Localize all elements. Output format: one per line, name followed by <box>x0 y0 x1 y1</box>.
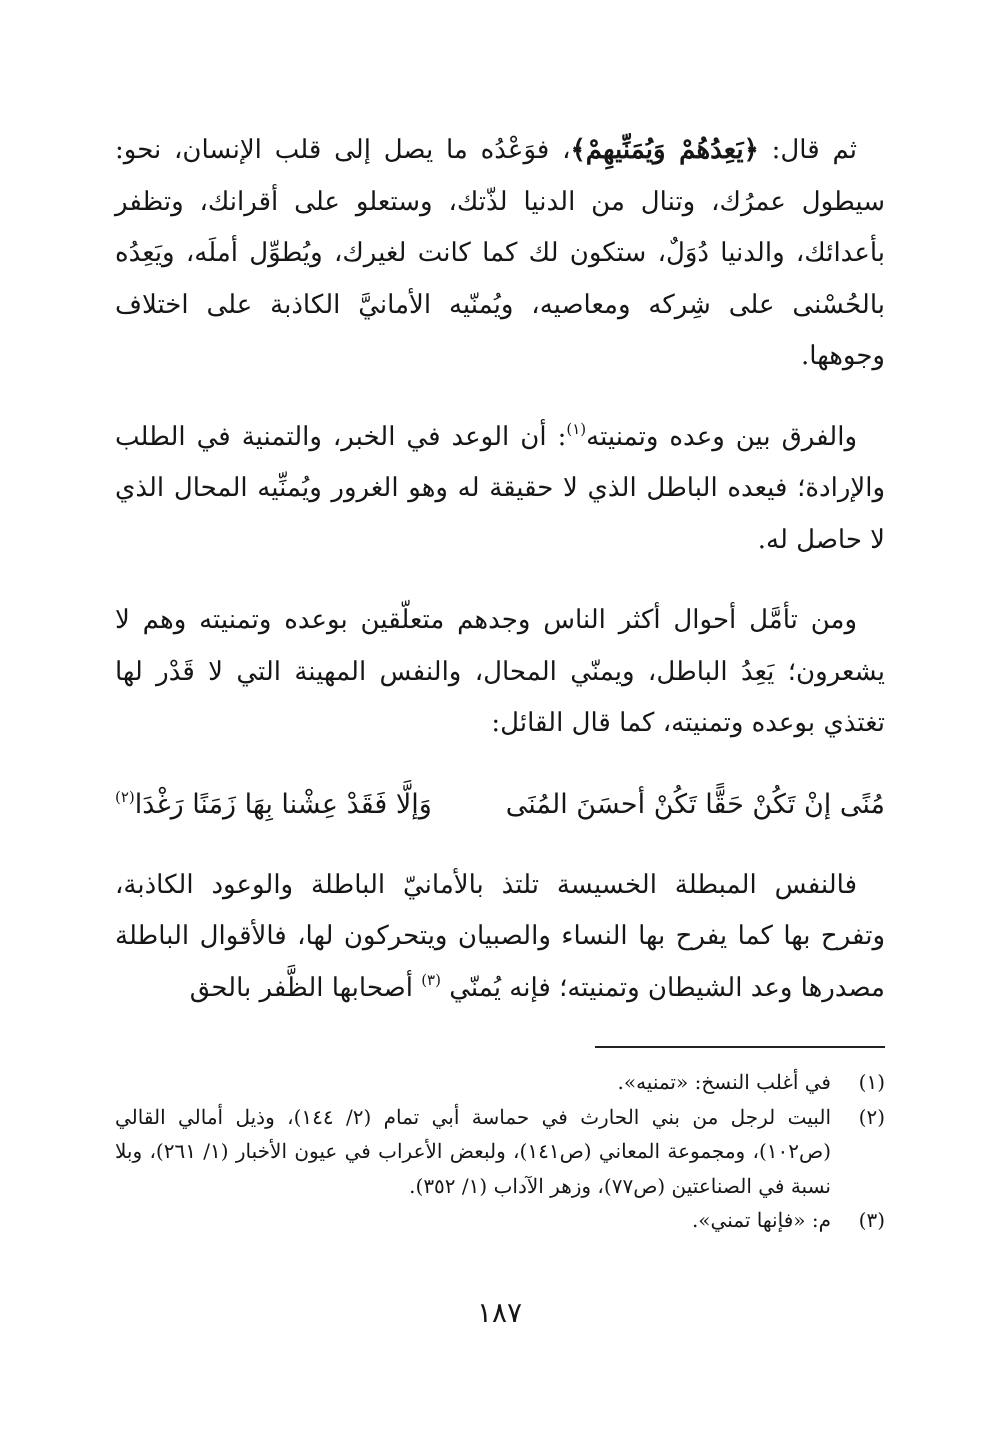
footnote <box>115 1065 885 1100</box>
paragraph <box>115 412 885 567</box>
footnote-ref: (٣) <box>421 970 441 989</box>
paragraph <box>115 125 885 383</box>
footnote-divider <box>595 1046 885 1048</box>
verse-second-hemistich <box>115 779 432 831</box>
paragraph-text: ، فوَعْدُه ما يصل إلى قلب الإنسان، نحو: سيطول عمرُك، وتنال من الدنيا لذّتك، وستعلو على أقرانك، وتظفر بأعدائك، والدنيا دُوَلٌ، ستكون لك كما كانت لغيرك، ويُطوِّل أملَه، ويَعِدُه بالحُسْنى على شِركه ومعاصيه، ويُمنّيه الأمانيَّ الكاذبة على اختلاف وجوهها. <box>115 135 885 371</box>
footnote-number: (٢) <box>858 1104 885 1129</box>
paragraph-text: : أن الوعد في الخبر، والتمنية في الطلب والإرادة؛ فيعده الباطل الذي لا حقيقة له وهو الغرور ويُمنِّيه المحال الذي لا حاصل له. <box>115 421 885 555</box>
footnote <box>115 1203 885 1238</box>
paragraph <box>115 595 885 750</box>
footnote-ref: (٢) <box>115 787 135 806</box>
verse-second-text: وَإلَّا فَقَدْ عِشْنا بِهَا زَمَنًا رَغْدَا <box>134 788 432 820</box>
footnotes <box>115 1065 885 1238</box>
verse-first-hemistich: مُنًى إنْ تَكُنْ حَقًّا تَكُنْ أحسَنَ المُنَى <box>505 788 885 820</box>
poem-verse <box>115 779 885 831</box>
footnote-text: م: «فإنها تمني». <box>691 1208 831 1232</box>
footnote <box>115 1100 885 1204</box>
page-number: ١٨٧ <box>476 1296 523 1329</box>
paragraph <box>115 860 885 1015</box>
footnote-text: البيت لرجل من بني الحارث في حماسة أبي تمام (٢/ ١٤٤)، وذيل أمالي القالي (ص١٠٢)، ومجموعة المعاني (ص١٤١)، ولبعض الأعراب في عيون الأخبار (١/ ٢٦١)، وبلا نسبة في الصناعتين (ص٧٧)، وزهر الآداب (١/ ٣٥٢). <box>115 1104 831 1198</box>
footnote-number: (٣) <box>858 1208 885 1232</box>
footnote-number: (١) <box>858 1070 885 1094</box>
footnote-ref: (١) <box>566 419 587 438</box>
paragraph-text: والفرق بين وعده وتمنيته <box>586 421 858 452</box>
paragraph-text: ثم قال: <box>758 135 857 165</box>
paragraph-text: أصحابها الظَّفر بالحق <box>189 972 422 1003</box>
paragraph-text: فالنفس المبطلة الخسيسة تلتذ بالأمانيّ الباطلة والوعود الكاذبة، وتفرح بها كما يفرح بها النساء والصبيان ويتحركون لها، فالأقوال الباطلة مصدرها وعد الشيطان وتمنيته؛ فإنه يُمنّي <box>115 869 885 1003</box>
quran-quote: ﴿يَعِدُهُمْ وَيُمَنِّيهِمْ﴾ <box>570 135 759 165</box>
main-text <box>115 125 885 1014</box>
footnote-text: في أغلب النسخ: «تمنيه». <box>617 1070 831 1094</box>
paragraph-text: ومن تأمَّل أحوال أكثر الناس وجدهم متعلّقين بوعده وتمنيته وهم لا يشعرون؛ يَعِدُ الباطل، ويمنّي المحال، والنفس المهينة التي لا قَدْر لها تغتذي بوعده وتمنيته، كما قال القائل: <box>115 605 885 738</box>
